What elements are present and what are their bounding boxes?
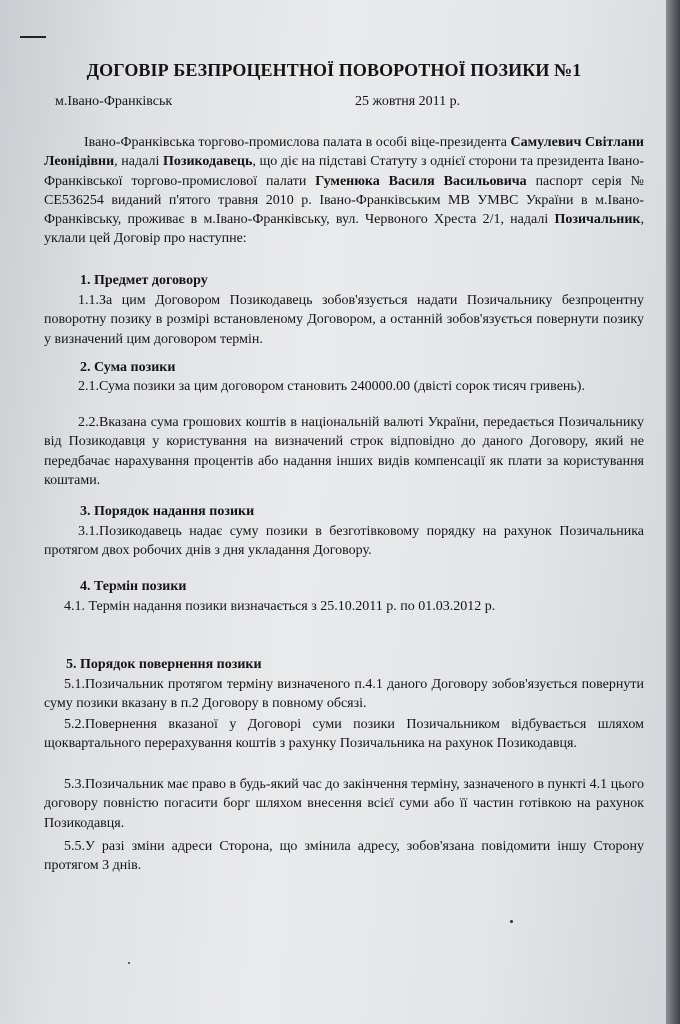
borrower-name: Гуменюка Василя Васильовича <box>315 173 527 189</box>
clause-5-1: 5.1.Позичальник протягом терміну визначеного п.4.1 даного Договору зобов'язується повернути суму позики вказану в п.2 Договору в повному обсязі. <box>44 677 644 712</box>
document-title: ДОГОВІР БЕЗПРОЦЕНТНОЇ ПОВОРОТНОЇ ПОЗИКИ №1 <box>86 60 582 80</box>
lender-name: Самулевич Світлани Леонідівни <box>44 135 644 170</box>
intro-paragraph <box>44 133 644 249</box>
contract-place: м.Івано-Франківськ <box>55 94 173 109</box>
contract-date: 25 жовтня 2011 р. <box>355 94 461 109</box>
intro-text-4: паспорт серія № СЕ536254 виданий п'ятого травня 2010 р. Івано-Франківським МВ УМВС України в м.Івано-Франківську, проживає в м.Івано-Франківську, вул. Червоного Хреста 2/1, надалі <box>44 173 644 228</box>
lender-role: Позикодавець <box>162 154 253 170</box>
clause-5-3: 5.3.Позичальник має право в будь-який час до закінчення терміну, зазначеного в пункті 4.1 цього договору повністю погасити борг шляхом внесення всієї суми або її частин готівкою на рахунок Позикодавця. <box>44 777 644 831</box>
section-5-heading: 5. Порядок повернення позики <box>66 657 262 672</box>
section-4-heading: 4. Термін позики <box>80 579 187 594</box>
pen-mark <box>20 36 46 38</box>
clause-5-2: 5.2.Повернення вказаної у Договорі суми позики Позичальником відбувається шляхом щоквартального перерахування коштів з рахунку Позичальника на рахунок Позикодавця. <box>44 717 644 752</box>
paper-speck <box>510 920 513 923</box>
borrower-role: Позичальник <box>554 212 641 228</box>
clause-4-1: 4.1. Термін надання позики визначається з 25.10.2011 р. по 01.03.2012 р. <box>64 599 496 614</box>
section-2-heading: 2. Сума позики <box>80 360 176 375</box>
clause-1-1: 1.1.За цим Договором Позикодавець зобов'язується надати Позичальнику безпроцентну поворотну позику в розмірі встановленому Договором, а останній зобов'язується повернути позику у визначений цим договором термін. <box>44 293 644 347</box>
intro-text-3: , що діє на підставі Статуту з однієї сторони та президента Івано-Франківської торгово-промислової палати <box>44 154 644 189</box>
section-1-heading: 1. Предмет договору <box>80 273 208 288</box>
clause-3-1: 3.1.Позикодавець надає суму позики в безготівковому порядку на рахунок Позичальника протягом двох робочих днів з дня укладання Договору. <box>44 524 644 559</box>
paper-speck <box>128 962 130 964</box>
clause-2-2: 2.2.Вказана сума грошових коштів в національній валюті України, передається Позичальнику від Позикодавця у користування на визначений строк відповідно до даного Договору, який не передбачає нарахування процентів або надання інших видів компенсації як плати за користування коштами. <box>44 415 644 488</box>
clause-5-5: 5.5.У разі зміни адреси Сторона, що змінила адресу, зобов'язана повідомити іншу Сторону протягом 3 днів. <box>44 839 644 874</box>
section-3-heading: 3. Порядок надання позики <box>80 504 255 519</box>
page-edge-shadow <box>666 0 680 1024</box>
intro-text-5: , уклали цей Договір про наступне: <box>44 212 644 247</box>
intro-text-1: Івано-Франківська торгово-промислова палата в особі віце-президента <box>84 135 511 150</box>
intro-text-2: , надалі <box>114 154 163 170</box>
clause-2-1: 2.1.Сума позики за цим договором становить 240000.00 (двісті сорок тисяч гривень). <box>78 379 585 394</box>
